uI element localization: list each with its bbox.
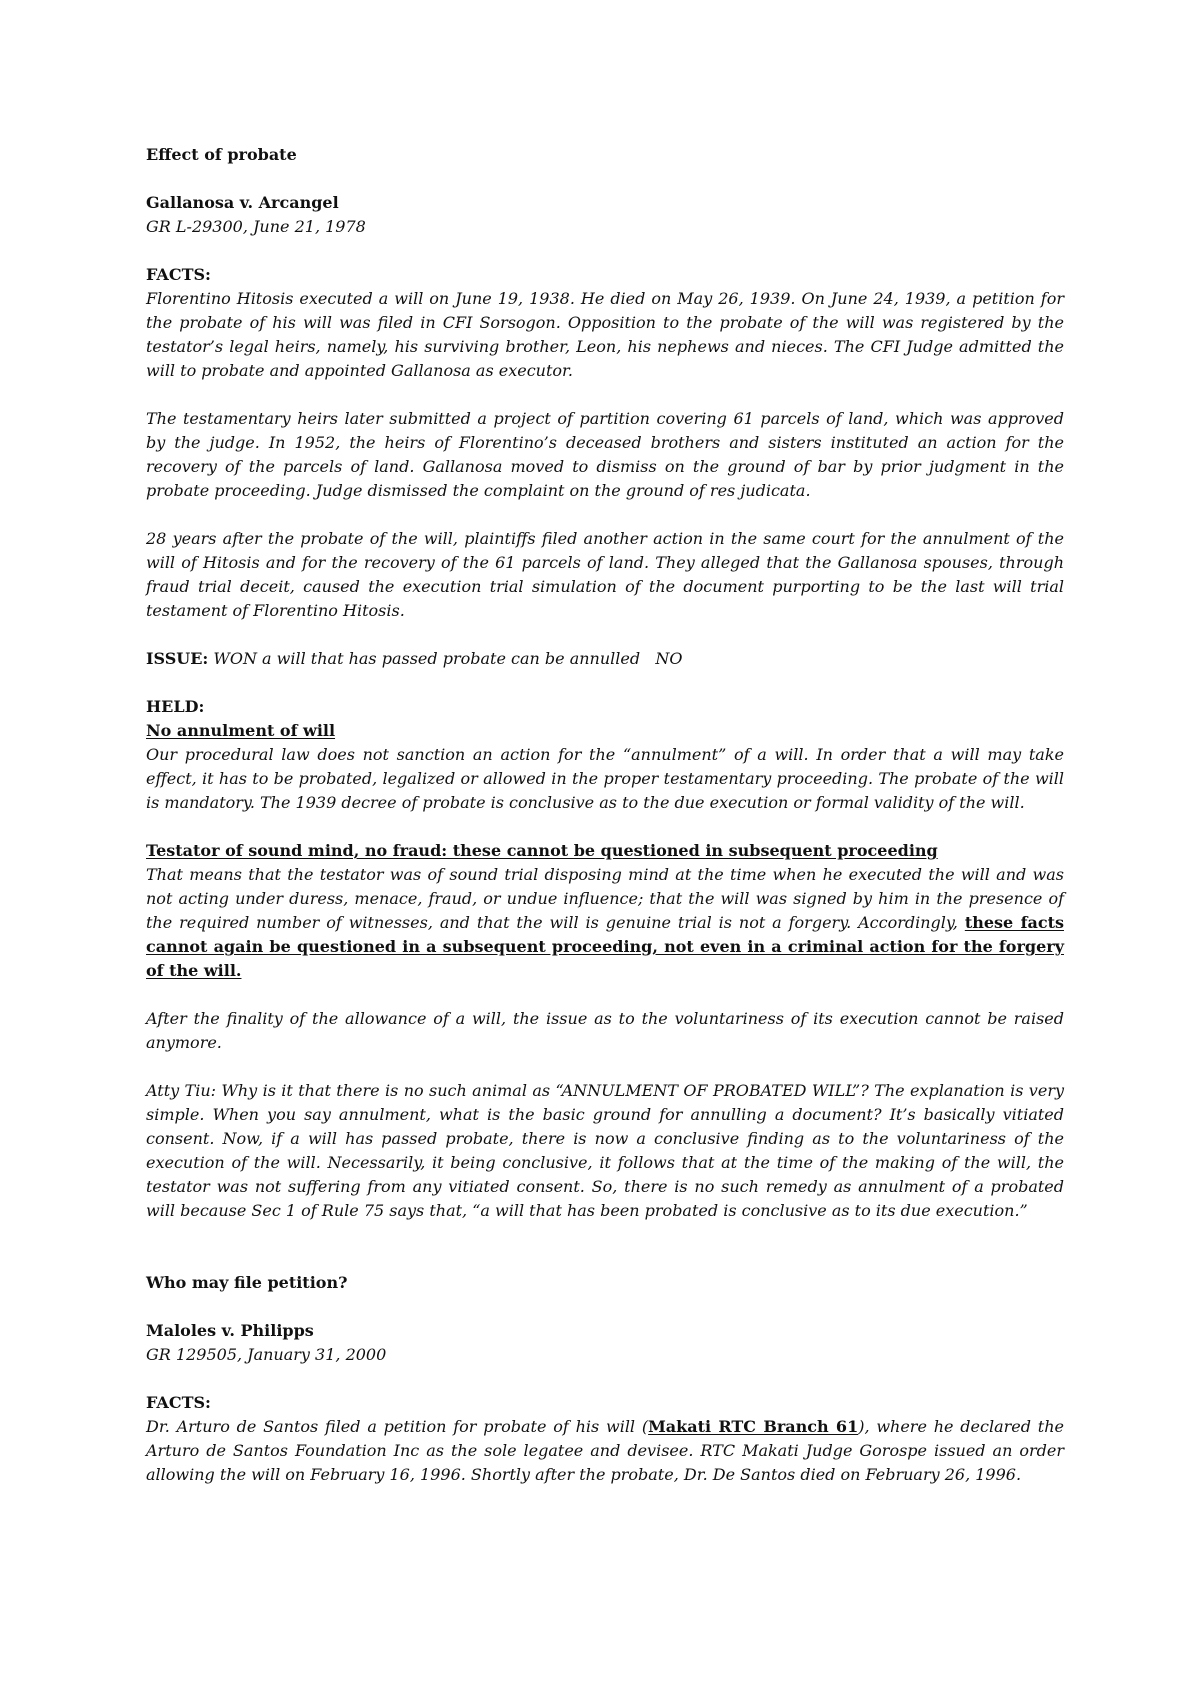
finality-paragraph: After the finality of the allowance of a will, the issue as to the voluntariness of its execution cannot be raised anymore. — [146, 1009, 1064, 1052]
facts-paragraph-1: Florentino Hitosis executed a will on June 19, 1938. He died on May 26, 1939. On June 24, 1939, a petition for the probate of his will was filed in CFI Sorsogon. Opposition to the probate of the will was registered by the testator’s legal heirs, namely, his surviving brother, Leon, his nephews and nieces. The CFI Judge admitted the will to probate and appointed Gallanosa as executor. — [146, 289, 1064, 380]
facts-paragraph-3: 28 years after the probate of the will, plaintiffs filed another action in the same court for the annulment of the will of Hitosis and for the recovery of the 61 parcels of land. They alleged that the Gallanosa spouses, through fraud trial deceit, caused the execution trial simulation of the document purporting to be the last will trial testament of Florentino Hitosis. — [146, 529, 1064, 620]
atty-tiu-paragraph: Atty Tiu: Why is it that there is no such animal as “ANNULMENT OF PROBATED WILL”? The explanation is very simple. When you say annulment, what is the basic ground for annulling a document? It’s basically vitiated consent. Now, if a will has passed probate, there is now a conclusive finding as to the voluntariness of the execution of the will. Necessarily, it being conclusive, it follows that at the time of the making of the will, the testator was not suffering from any vitiated consent. So, there is no such remedy as annulment of a probated will because Sec 1 of Rule 75 says that, “a will that has been probated is conclusive as to its due execution.” — [146, 1081, 1064, 1220]
case-citation-gallanosa: GR L-29300, June 21, 1978 — [146, 217, 366, 236]
held-text-no-annulment: Our procedural law does not sanction an action for the “annulment” of a will. In order that a will may take effect, it has to be probated, legalized or allowed in the proper testamentary proceeding. The probate of the will is mandatory. The 1939 decree of probate is conclusive as to the due execution or formal validity of the will. — [146, 745, 1064, 812]
sound-mind-italic-text: That means that the testator was of sound trial disposing mind at the time when he executed the will and was not acting under duress, menace, fraud, or undue influence; that the will was signed by him in the presence of the required number of witnesses, and that the will is genuine trial is not a forgery. Accordingly, — [146, 865, 1064, 932]
held-subheading-sound-mind: Testator of sound mind, no fraud: these cannot be questioned in subsequent proceeding — [146, 841, 938, 860]
held-label: HELD: — [146, 697, 205, 716]
issue-line — [146, 647, 1064, 671]
maloles-facts-part-a: Dr. Arturo de Santos filed a petition for probate of his will ( — [146, 1417, 649, 1436]
facts-paragraph-2: The testamentary heirs later submitted a project of partition covering 61 parcels of land, which was approved by the judge. In 1952, the heirs of Florentino’s deceased brothers and sisters instituted an action for the recovery of the parcels of land. Gallanosa moved to dismiss on the ground of bar by prior judgment in the probate proceeding. Judge dismissed the complaint on the ground of res judicata. — [146, 409, 1064, 500]
case-citation-maloles: GR 129505, January 31, 2000 — [146, 1345, 387, 1364]
facts-paragraph-maloles — [146, 1415, 1064, 1487]
facts-label: FACTS: — [146, 265, 211, 284]
section-heading-who-may-file: Who may file petition? — [146, 1273, 348, 1292]
maloles-facts-part-b: ), where he declared the Arturo de Santos Foundation Inc as the sole legatee and devisee. RTC Makati Judge Gorospe issued an order allowing the will on February 16, 1996. Shortly after the probate, Dr. De Santos died on February 26, 1996. — [146, 1417, 1064, 1484]
issue-text: WON a will that has passed probate can be annulled NO — [213, 649, 683, 668]
issue-label: ISSUE: — [146, 649, 209, 668]
case-title-gallanosa: Gallanosa v. Arcangel — [146, 193, 339, 212]
section-heading-effect-of-probate: Effect of probate — [146, 145, 297, 164]
document-page — [146, 143, 1064, 1487]
sound-mind-emphasis: these facts cannot again be questioned in a subsequent proceeding, not even in a criminal action for the forgery of the will. — [146, 913, 1064, 980]
held-subheading-no-annulment: No annulment of will — [146, 721, 336, 740]
held-text-sound-mind — [146, 863, 1064, 983]
maloles-court-name: Makati RTC Branch 61 — [648, 1417, 859, 1436]
case-title-maloles: Maloles v. Philipps — [146, 1321, 314, 1340]
facts-label-maloles: FACTS: — [146, 1393, 211, 1412]
